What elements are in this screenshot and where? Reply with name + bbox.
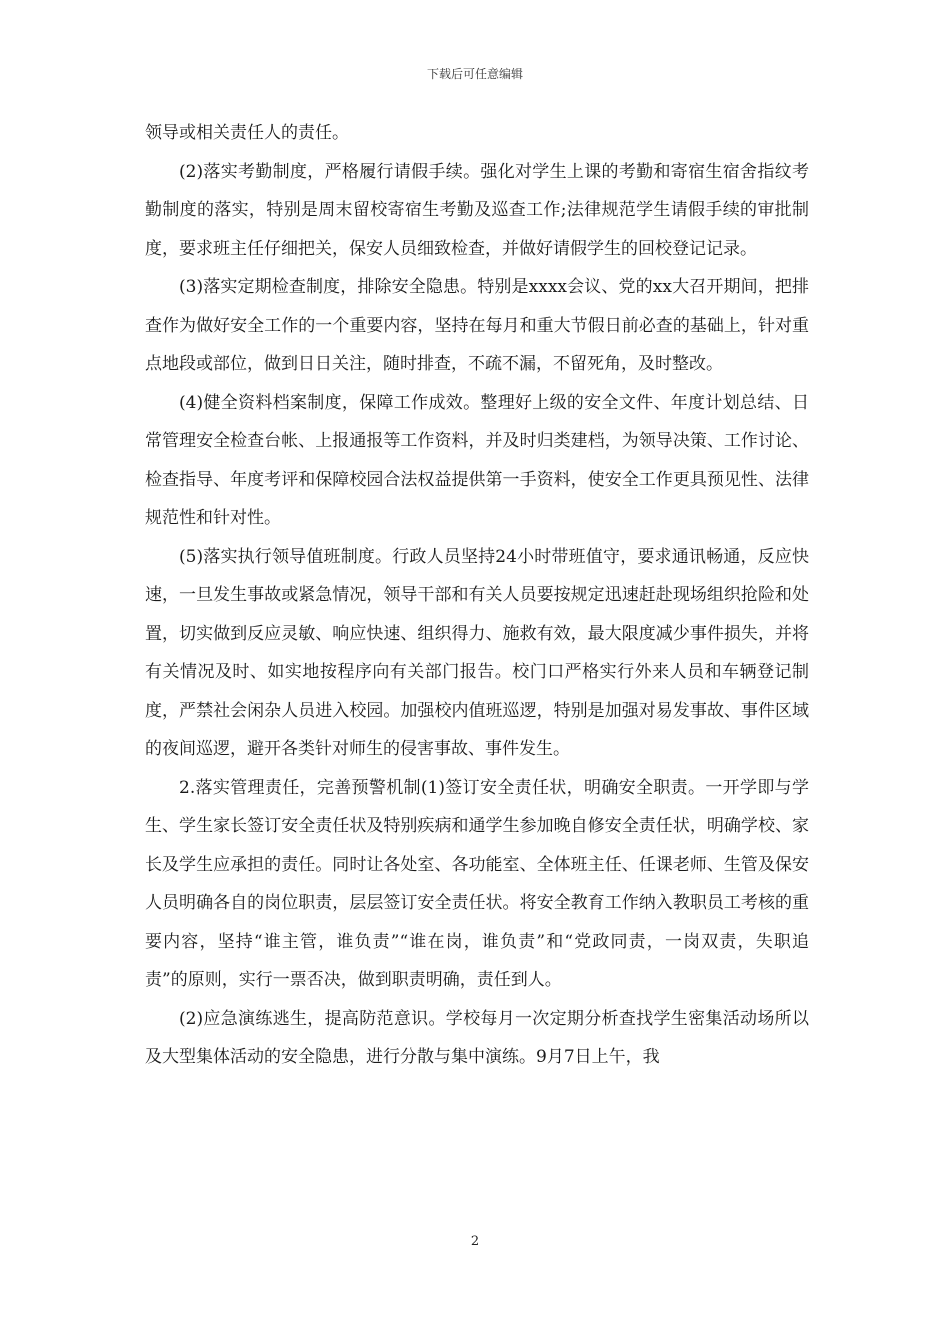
paragraph-drill: (2)应急演练逃生，提高防范意识。学校每月一次定期分析查找学生密集活动场所以及大型集体活动的安全隐患，进行分散与集中演练。9月7日上午，我 (145, 1008, 809, 1067)
paragraph-attendance: (2)落实考勤制度，严格履行请假手续。强化对学生上课的考勤和寄宿生宿舍指纹考勤制度的落实，特别是周末留校寄宿生考勤及巡查工作;法律规范学生请假手续的审批制度，要求班主任仔细把关，保安人员细致检查，并做好请假学生的回校登记记录。 (145, 161, 809, 259)
paragraph-archives: (4)健全资料档案制度，保障工作成效。整理好上级的安全文件、年度计划总结、日常管理安全检查台帐、上报通报等工作资料，并及时归类建档，为领导决策、工作讨论、检查指导、年度考评和保障校园合法权益提供第一手资料，使安全工作更具预见性、法律规范性和针对性。 (145, 392, 809, 528)
document-body (145, 114, 809, 1077)
paragraph-responsibility: 2.落实管理责任，完善预警机制(1)签订安全责任状，明确安全职责。一开学即与学生、学生家长签订安全责任状及特别疾病和通学生参加晚自修安全责任状，明确学校、家长及学生应承担的责任。同时让各处室、各功能室、全体班主任、任课老师、生管及保安人员明确各自的岗位职责，层层签订安全责任状。将安全教育工作纳入教职员工考核的重要内容，坚持“谁主管，谁负责”“谁在岗，谁负责”和“党政同责，一岗双责，失职追责”的原则，实行一票否决，做到职责明确，责任到人。 (145, 777, 809, 990)
page-number: 2 (470, 1234, 480, 1249)
paragraph-inspection: (3)落实定期检查制度，排除安全隐患。特别是xxxx会议、党的xx大召开期间，把排查作为做好安全工作的一个重要内容，坚持在每月和重大节假日前必查的基础上，针对重点地段或部位，做到日日关注，随时排查，不疏不漏，不留死角，及时整改。 (145, 277, 809, 374)
paragraph-continuation: 领导或相关责任人的责任。 (145, 123, 349, 143)
paragraph-duty: (5)落实执行领导值班制度。行政人员坚持24小时带班值守，要求通讯畅通，反应快速，一旦发生事故或紧急情况，领导干部和有关人员要按规定迅速赶赴现场组织抢险和处置，切实做到反应灵敏、响应快速、组织得力、施救有效，最大限度减少事件损失，并将有关情况及时、如实地按程序向有关部门报告。校门口严格实行外来人员和车辆登记制度，严禁社会闲杂人员进入校园。加强校内值班巡逻，特别是加强对易发事故、事件区域的夜间巡逻，避开各类针对师生的侵害事故、事件发生。 (145, 546, 809, 759)
page-header: 下载后可任意编辑 (426, 67, 523, 81)
